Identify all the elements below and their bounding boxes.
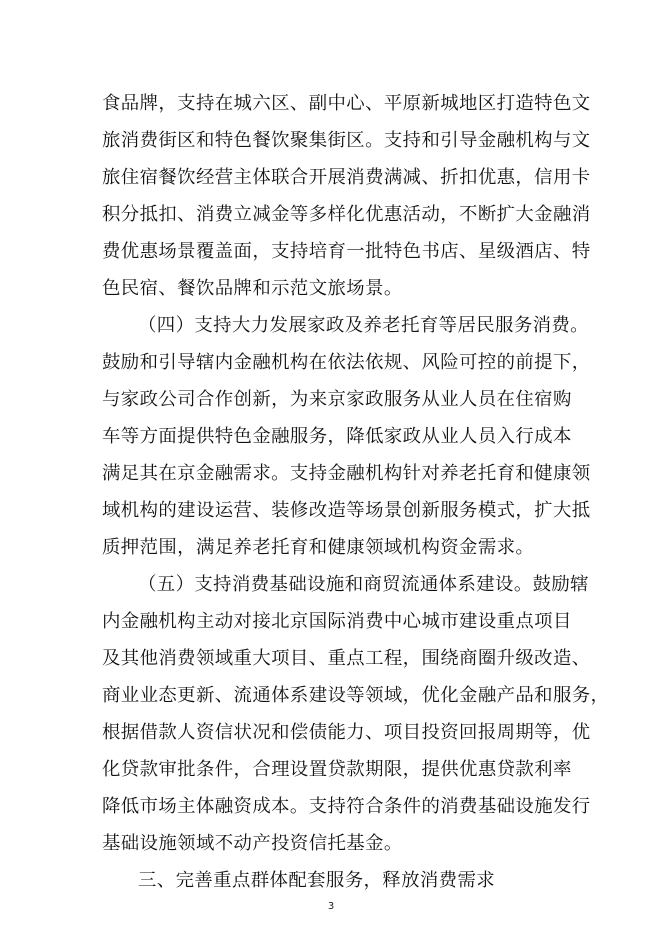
- text-line: 化贷款审批条件，合理设置贷款期限，提供优惠贷款利率: [102, 759, 572, 780]
- text-line: 与家政公司合作创新，为来京家政服务从业人员在住宿购: [102, 389, 572, 410]
- text-line: 及其他消费领域重大项目、重点工程，围绕商圈升级改造、: [102, 648, 591, 669]
- text-line: 根据借款人资信状况和偿债能力、项目投资回报周期等，优: [102, 722, 591, 743]
- page-number: 3: [327, 901, 335, 912]
- text-line: 车等方面提供特色金融服务，降低家政从业人员入行成本: [102, 426, 572, 447]
- section-heading-5: （五）支持消费基础设施和商贸流通体系建设。鼓励辖: [138, 574, 589, 595]
- text-line: 鼓励和引导辖内金融机构在依法依规、风险可控的前提下，: [102, 352, 591, 373]
- text-line: 旅住宿餐饮经营主体联合开展消费满减、折扣优惠，信用卡: [102, 167, 591, 188]
- text-line: 满足其在京金融需求。支持金融机构针对养老托育和健康领: [102, 463, 591, 484]
- section-heading-3: 三、完善重点群体配套服务，释放消费需求: [138, 870, 496, 891]
- text-line: 积分抵扣、消费立减金等多样化优惠活动，不断扩大金融消: [102, 204, 591, 225]
- text-line: 色民宿、餐饮品牌和示范文旅场景。: [102, 278, 403, 299]
- text-line: 质押范围，满足养老托育和健康领域机构资金需求。: [102, 537, 535, 558]
- text-line: 旅消费街区和特色餐饮聚集街区。支持和引导金融机构与文: [102, 130, 591, 151]
- text-line: 降低市场主体融资成本。支持符合条件的消费基础设施发行: [102, 796, 591, 817]
- text-line: 商业业态更新、流通体系建设等领域，优化金融产品和服务，: [102, 685, 610, 706]
- text-line: 基础设施领域不动产投资信托基金。: [102, 833, 403, 854]
- section-heading-4: （四）支持大力发展家政及养老托育等居民服务消费。: [138, 315, 589, 336]
- text-line: 域机构的建设运营、装修改造等场景创新服务模式，扩大抵: [102, 500, 591, 521]
- text-line: 内金融机构主动对接北京国际消费中心城市建设重点项目: [102, 611, 572, 632]
- text-line: 食品牌，支持在城六区、副中心、平原新城地区打造特色文: [102, 93, 591, 114]
- text-line: 费优惠场景覆盖面，支持培育一批特色书店、星级酒店、特: [102, 241, 591, 262]
